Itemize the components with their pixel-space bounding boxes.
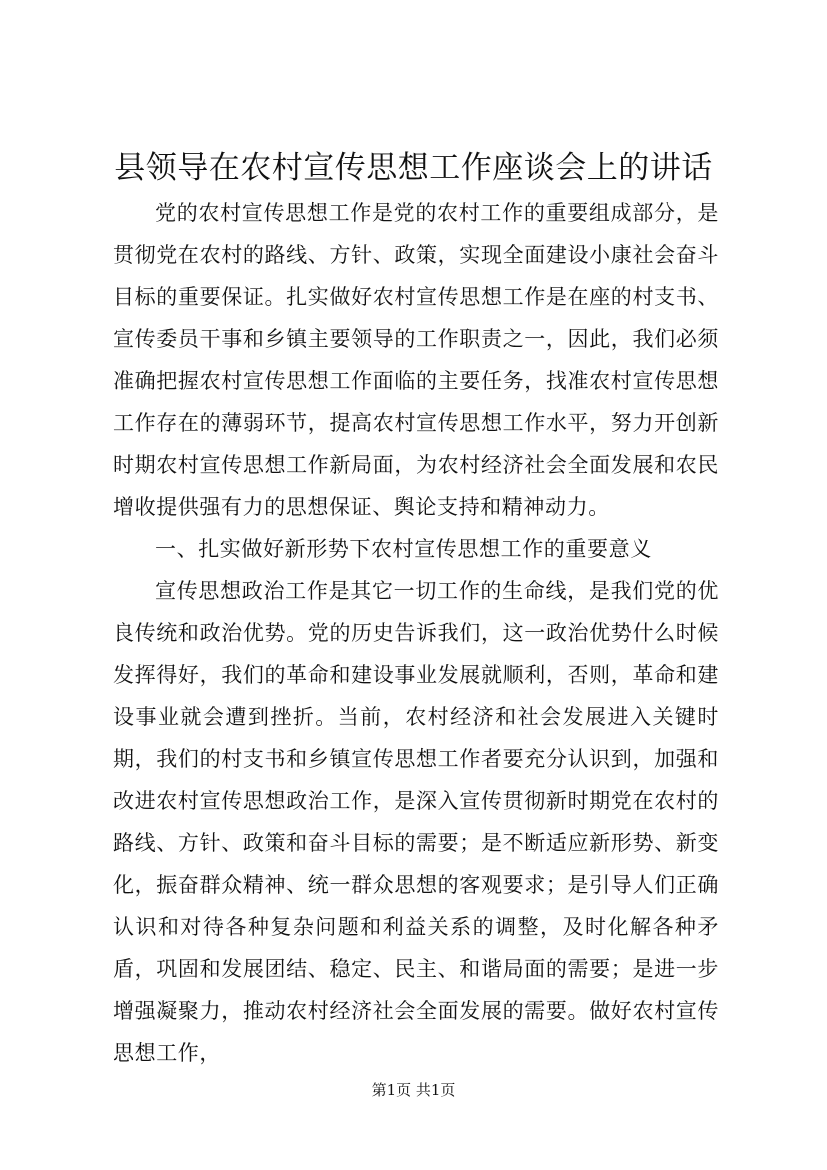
page-footer: 第1页 共1页 xyxy=(371,1081,456,1099)
body-paragraph-section-1: 宣传思想政治工作是其它一切工作的生命线，是我们党的优良传统和政治优势。党的历史告诉我们，这一政治优势什么时候发挥得好，我们的革命和建设事业发展就顺利，否则，革命和建设事业就会遭到挫折。当前，农村经济和社会发展进入关键时期，我们的村支书和乡镇宣传思想工作者要充分认识到，加强和改进农村宣传思想政治工作，是深入宣传贯彻新时期党在农村的路线、方针、政策和奋斗目标的需要；是不断适应新形势、新变化，振奋群众精神、统一群众思想的客观要求；是引导人们正确认识和对待各种复杂问题和利益关系的调整，及时化解各种矛盾，巩固和发展团结、稳定、民主、和谐局面的需要；是进一步增强凝聚力，推动农村经济社会全面发展的需要。做好农村宣传思想工作， xyxy=(113,579,719,1065)
body-paragraph-intro: 党的农村宣传思想工作是党的农村工作的重要组成部分，是贯彻党在农村的路线、方针、政策，实现全面建设小康社会奋斗目标的重要保证。扎实做好农村宣传思想工作是在座的村支书、宣传委员干事和乡镇主要领导的工作职责之一，因此，我们必须准确把握农村宣传思想工作面临的主要任务，找准农村宣传思想工作存在的薄弱环节，提高农村宣传思想工作水平，努力开创新时期农村宣传思想工作新局面，为农村经济社会全面发展和农民增收提供强有力的思想保证、舆论支持和精神动力。 xyxy=(113,201,719,519)
document-title: 县领导在农村宣传思想工作座谈会上的讲话 xyxy=(114,150,713,186)
section-heading-1: 一、扎实做好新形势下农村宣传思想工作的重要意义 xyxy=(155,537,652,561)
document-body xyxy=(113,192,719,1074)
